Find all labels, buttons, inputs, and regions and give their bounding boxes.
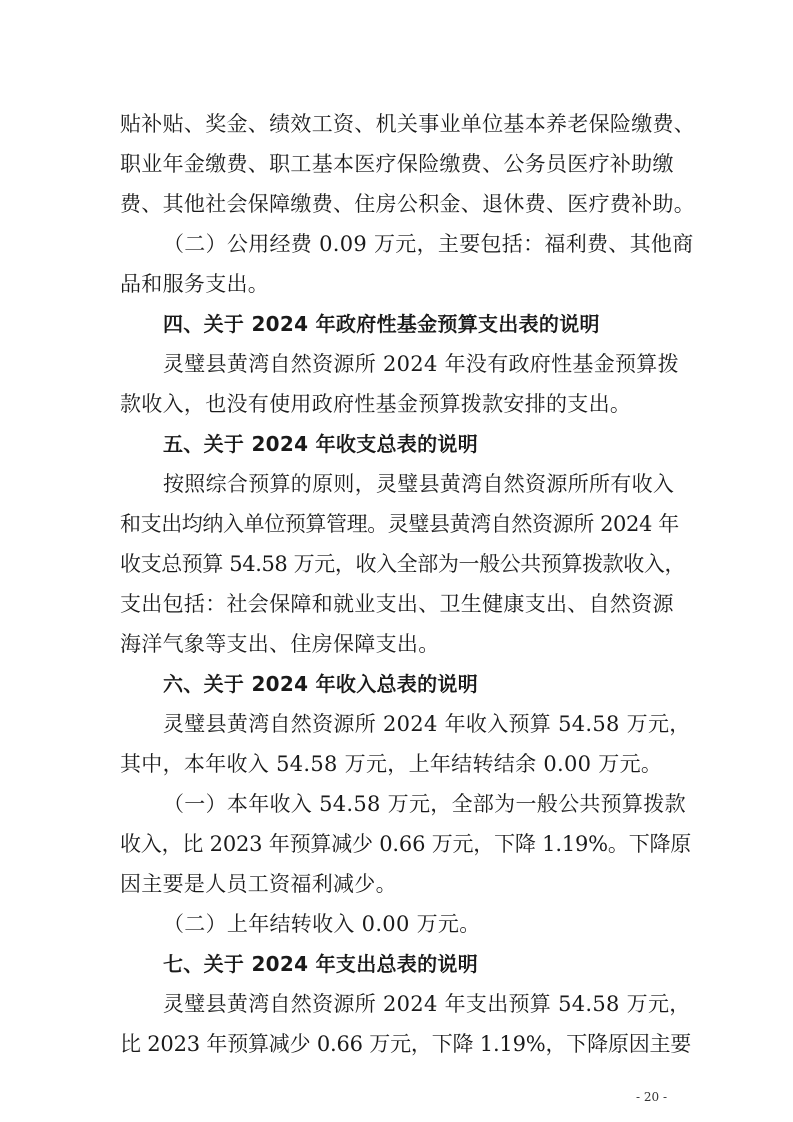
- body-text-line: 收支总预算 54.58 万元，收入全部为一般公共预算拨款收入，: [120, 552, 686, 576]
- body-text-line: 和支出均纳入单位预算管理。灵璧县黄湾自然资源所 2024 年: [120, 512, 679, 536]
- body-text-line: 收入，比 2023 年预算减少 0.66 万元，下降 1.19%。下降原: [120, 832, 692, 856]
- section-heading: 五、关于 2024 年收支总表的说明: [163, 432, 478, 456]
- body-text-line: 因主要是人员工资福利减少。: [120, 872, 397, 896]
- body-text-line: 灵璧县黄湾自然资源所 2024 年没有政府性基金预算拨: [163, 352, 679, 376]
- body-text-line: 灵璧县黄湾自然资源所 2024 年收入预算 54.58 万元，: [163, 712, 691, 736]
- body-text-line: 品和服务支出。: [120, 272, 270, 296]
- body-text-line: 贴补贴、奖金、绩效工资、机关事业单位基本养老保险缴费、: [120, 112, 696, 136]
- body-text-line: 海洋气象等支出、住房保障支出。: [120, 632, 440, 656]
- body-text-line: 费、其他社会保障缴费、住房公积金、退休费、医疗费补助。: [120, 192, 696, 216]
- page-number: - 20 -: [636, 1090, 668, 1104]
- section-heading: 七、关于 2024 年支出总表的说明: [163, 952, 478, 976]
- body-text-line: 支出包括：社会保障和就业支出、卫生健康支出、自然资源: [120, 592, 674, 616]
- body-text-line: 其中，本年收入 54.58 万元，上年结转结余 0.00 万元。: [120, 752, 663, 776]
- body-text-line: 按照综合预算的原则，灵璧县黄湾自然资源所所有收入: [163, 472, 675, 496]
- body-text-line: （二）上年结转收入 0.00 万元。: [163, 912, 481, 936]
- body-text-line: 款收入，也没有使用政府性基金预算拨款安排的支出。: [120, 392, 632, 416]
- body-text-line: （二）公用经费 0.09 万元，主要包括：福利费、其他商: [163, 232, 694, 256]
- body-text-line: 比 2023 年预算减少 0.66 万元，下降 1.19%，下降原因主要: [120, 1032, 692, 1056]
- body-text-line: 职业年金缴费、职工基本医疗保险缴费、公务员医疗补助缴: [120, 152, 674, 176]
- body-text-line: （一）本年收入 54.58 万元，全部为一般公共预算拨款: [163, 792, 686, 816]
- body-text-line: 灵璧县黄湾自然资源所 2024 年支出预算 54.58 万元，: [163, 992, 691, 1016]
- section-heading: 六、关于 2024 年收入总表的说明: [163, 672, 478, 696]
- section-heading: 四、关于 2024 年政府性基金预算支出表的说明: [163, 312, 600, 336]
